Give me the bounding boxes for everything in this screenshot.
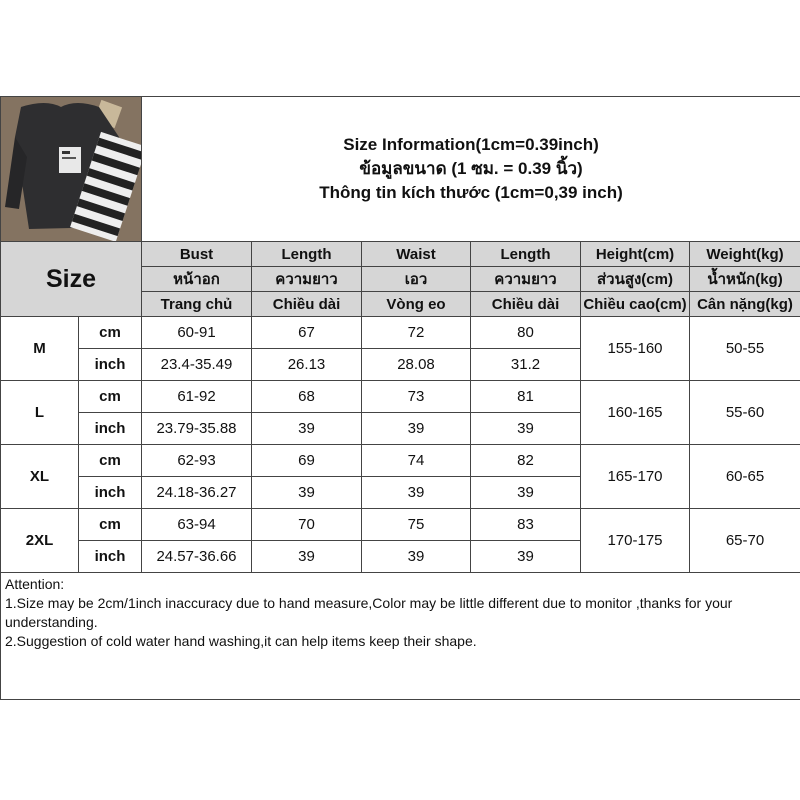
attention-line-1: 1.Size may be 2cm/1inch inaccuracy due to hand measure,Color may be little different due to monitor ,thanks for your understanding. — [5, 595, 733, 630]
xl-cm-bust: 62-93 — [142, 445, 252, 477]
col-weight-th: น้ำหนัก(kg) — [690, 267, 800, 292]
size-l-label: L — [1, 381, 79, 445]
size-header: Size — [1, 242, 142, 317]
xl-inch-waist: 39 — [362, 477, 471, 509]
2xl-cm-length: 70 — [252, 509, 362, 541]
xl-cm-length: 69 — [252, 445, 362, 477]
xl-cm-length2: 82 — [471, 445, 581, 477]
2xl-weight: 65-70 — [690, 509, 800, 573]
col-height-th: ส่วนสูง(cm) — [581, 267, 690, 292]
col-length2-th: ความยาว — [471, 267, 581, 292]
col-waist-vi: Vòng eo — [362, 292, 471, 317]
l-cm-bust: 61-92 — [142, 381, 252, 413]
m-cm-waist: 72 — [362, 317, 471, 349]
attention-notes — [1, 573, 800, 700]
l-inch-length: 39 — [252, 413, 362, 445]
l-cm-length2: 81 — [471, 381, 581, 413]
m-inch-bust: 23.4-35.49 — [142, 349, 252, 381]
xl-cm-waist: 74 — [362, 445, 471, 477]
xl-weight: 60-65 — [690, 445, 800, 509]
sweater-image-icon — [1, 97, 141, 241]
xl-inch-length: 39 — [252, 477, 362, 509]
l-inch-bust: 23.79-35.88 — [142, 413, 252, 445]
col-length-vi: Chiều dài — [252, 292, 362, 317]
m-height: 155-160 — [581, 317, 690, 381]
unit-inch: inch — [79, 477, 142, 509]
col-bust-en: Bust — [142, 242, 252, 267]
size-info-title — [142, 97, 800, 242]
unit-cm: cm — [79, 381, 142, 413]
l-height: 160-165 — [581, 381, 690, 445]
xl-inch-bust: 24.18-36.27 — [142, 477, 252, 509]
2xl-inch-length2: 39 — [471, 541, 581, 573]
product-photo — [1, 97, 142, 242]
unit-cm: cm — [79, 509, 142, 541]
col-height-vi: Chiều cao(cm) — [581, 292, 690, 317]
size-xl-label: XL — [1, 445, 79, 509]
col-length-en: Length — [252, 242, 362, 267]
unit-cm: cm — [79, 445, 142, 477]
attention-line-2: 2.Suggestion of cold water hand washing,it can help items keep their shape. — [5, 633, 477, 649]
col-weight-vi: Cân nặng(kg) — [690, 292, 800, 317]
title-thai: ข้อมูลขนาด (1 ซม. = 0.39 นิ้ว) — [359, 159, 583, 178]
title-vietnamese: Thông tin kích thước (1cm=0,39 inch) — [319, 183, 623, 202]
col-bust-th: หน้าอก — [142, 267, 252, 292]
xl-inch-length2: 39 — [471, 477, 581, 509]
xl-height: 165-170 — [581, 445, 690, 509]
unit-inch: inch — [79, 413, 142, 445]
size-2xl-label: 2XL — [1, 509, 79, 573]
col-waist-th: เอว — [362, 267, 471, 292]
m-inch-length: 26.13 — [252, 349, 362, 381]
l-inch-waist: 39 — [362, 413, 471, 445]
title-english: Size Information(1cm=0.39inch) — [343, 135, 599, 154]
l-cm-length: 68 — [252, 381, 362, 413]
2xl-cm-length2: 83 — [471, 509, 581, 541]
attention-heading: Attention: — [5, 576, 65, 592]
size-m-label: M — [1, 317, 79, 381]
col-length-th: ความยาว — [252, 267, 362, 292]
l-weight: 55-60 — [690, 381, 800, 445]
2xl-cm-bust: 63-94 — [142, 509, 252, 541]
m-cm-length: 67 — [252, 317, 362, 349]
col-waist-en: Waist — [362, 242, 471, 267]
col-weight-en: Weight(kg) — [690, 242, 800, 267]
unit-inch: inch — [79, 541, 142, 573]
l-cm-waist: 73 — [362, 381, 471, 413]
col-height-en: Height(cm) — [581, 242, 690, 267]
col-bust-vi: Trang chủ — [142, 292, 252, 317]
unit-cm: cm — [79, 317, 142, 349]
unit-inch: inch — [79, 349, 142, 381]
2xl-inch-bust: 24.57-36.66 — [142, 541, 252, 573]
l-inch-length2: 39 — [471, 413, 581, 445]
2xl-cm-waist: 75 — [362, 509, 471, 541]
m-cm-length2: 80 — [471, 317, 581, 349]
2xl-height: 170-175 — [581, 509, 690, 573]
col-length2-vi: Chiều dài — [471, 292, 581, 317]
size-chart-table — [0, 96, 800, 700]
m-weight: 50-55 — [690, 317, 800, 381]
m-cm-bust: 60-91 — [142, 317, 252, 349]
col-length2-en: Length — [471, 242, 581, 267]
m-inch-waist: 28.08 — [362, 349, 471, 381]
2xl-inch-waist: 39 — [362, 541, 471, 573]
2xl-inch-length: 39 — [252, 541, 362, 573]
m-inch-length2: 31.2 — [471, 349, 581, 381]
